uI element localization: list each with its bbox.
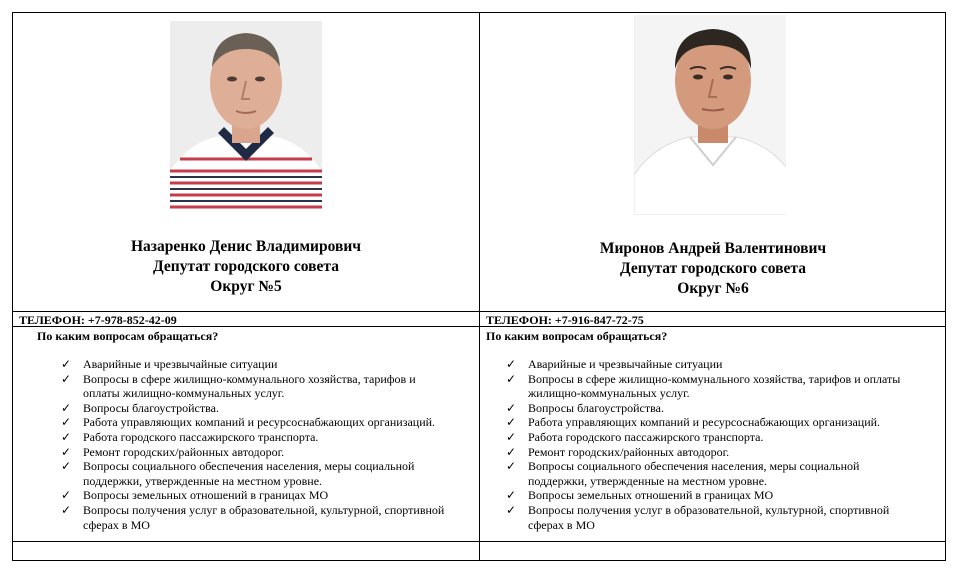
question-text: Вопросы земельных отношений в границах МО (528, 488, 774, 503)
questions-list-left (61, 357, 444, 532)
deputy-card-left (13, 13, 479, 560)
checkmark-icon: ✓ (61, 357, 72, 371)
checkmark-icon: ✓ (506, 488, 517, 503)
question-text: Работа управляющих компаний и ресурсоснабжающих организаций. (83, 415, 436, 430)
checkmark-icon: ✓ (506, 357, 517, 371)
deputy-card-right (480, 13, 946, 560)
question-text: Вопросы социального обеспечения населения, меры социальной (83, 459, 415, 474)
deputy-phone: ТЕЛЕФОН: +7-978-852-42-09 (19, 313, 177, 327)
deputy-role: Депутат городского совета (620, 260, 806, 277)
question-line (61, 401, 444, 416)
question-line (506, 386, 900, 401)
questions-heading: По каким вопросам обращаться? (37, 329, 219, 343)
checkmark-icon: ✓ (506, 444, 517, 459)
question-text: Вопросы в сфере жилищно-коммунального хозяйства, тарифов и (83, 371, 416, 386)
question-line (61, 386, 444, 401)
question-line (61, 357, 444, 372)
checkmark-icon: ✓ (61, 400, 72, 415)
question-text: Ремонт городских/районных автодорог. (528, 444, 730, 459)
question-text: оплаты жилищно-коммунальных услуг. (83, 386, 285, 401)
question-text: Вопросы социального обеспечения населения, меры социальной (528, 459, 860, 474)
checkmark-icon: ✓ (61, 415, 72, 430)
portrait-photo (634, 15, 786, 215)
checkmark-icon: ✓ (61, 459, 72, 474)
question-text: сферах в МО (528, 517, 595, 532)
question-text: Вопросы в сфере жилищно-коммунального хозяйства, тарифов и оплаты (528, 371, 901, 386)
checkmark-icon: ✓ (506, 415, 517, 430)
deputy-role: Депутат городского совета (153, 258, 339, 275)
question-text: Работа городского пассажирского транспорта. (83, 429, 319, 444)
questions-list-right (506, 357, 900, 532)
question-line (61, 445, 444, 460)
question-line (61, 503, 444, 518)
checkmark-icon: ✓ (61, 502, 72, 517)
checkmark-icon: ✓ (61, 429, 72, 444)
deputies-table (12, 12, 946, 561)
checkmark-icon: ✓ (506, 371, 517, 386)
question-line (61, 459, 444, 474)
question-text: жилищно-коммунальных услуг. (528, 386, 690, 401)
question-line (506, 474, 900, 489)
question-text: Аварийные и чрезвычайные ситуации (83, 357, 278, 371)
deputy-info-right (480, 239, 946, 299)
question-line (61, 518, 444, 533)
checkmark-icon: ✓ (506, 459, 517, 474)
question-line (506, 415, 900, 430)
question-text: поддержки, утвержденные на местном уровне. (83, 473, 323, 488)
question-text: Вопросы получения услуг в образовательной, культурной, спортивной (528, 502, 890, 517)
question-line (61, 474, 444, 489)
deputy-district: Округ №5 (210, 278, 282, 295)
checkmark-icon: ✓ (506, 502, 517, 517)
question-line (506, 430, 900, 445)
question-text: Вопросы благоустройства. (528, 400, 664, 415)
question-line (506, 459, 900, 474)
question-text: Аварийные и чрезвычайные ситуации (528, 357, 723, 371)
question-text: поддержки, утвержденные на местном уровне. (528, 473, 768, 488)
question-text: сферах в МО (83, 517, 150, 532)
deputy-info-left (13, 237, 479, 297)
question-text: Работа управляющих компаний и ресурсоснабжающих организаций. (528, 415, 881, 430)
deputy-phone: ТЕЛЕФОН: +7-916-847-72-75 (486, 313, 644, 327)
question-line (61, 430, 444, 445)
deputy-district: Округ №6 (677, 280, 749, 297)
question-line (506, 445, 900, 460)
question-text: Вопросы земельных отношений в границах МО (83, 488, 329, 503)
question-text: Ремонт городских/районных автодорог. (83, 444, 285, 459)
deputy-name: Миронов Андрей Валентинович (599, 240, 827, 257)
portrait-photo-right-svg (634, 15, 786, 215)
checkmark-icon: ✓ (506, 400, 517, 415)
checkmark-icon: ✓ (61, 444, 72, 459)
checkmark-icon: ✓ (61, 371, 72, 386)
questions-heading: По каким вопросам обращаться? (486, 329, 668, 343)
question-line (506, 401, 900, 416)
deputy-name: Назаренко Денис Владимирович (131, 238, 361, 255)
question-line (61, 415, 444, 430)
question-text: Вопросы получения услуг в образовательной, культурной, спортивной (83, 502, 445, 517)
question-line (506, 518, 900, 533)
question-line (506, 357, 900, 372)
question-line (506, 488, 900, 503)
portrait-photo-left-svg (170, 21, 322, 214)
checkmark-icon: ✓ (506, 429, 517, 444)
question-text: Вопросы благоустройства. (83, 400, 219, 415)
portrait-photo (170, 21, 322, 214)
question-line (506, 372, 900, 387)
question-text: Работа городского пассажирского транспорта. (528, 429, 764, 444)
question-line (61, 372, 444, 387)
question-line (61, 488, 444, 503)
question-line (506, 503, 900, 518)
checkmark-icon: ✓ (61, 488, 72, 503)
